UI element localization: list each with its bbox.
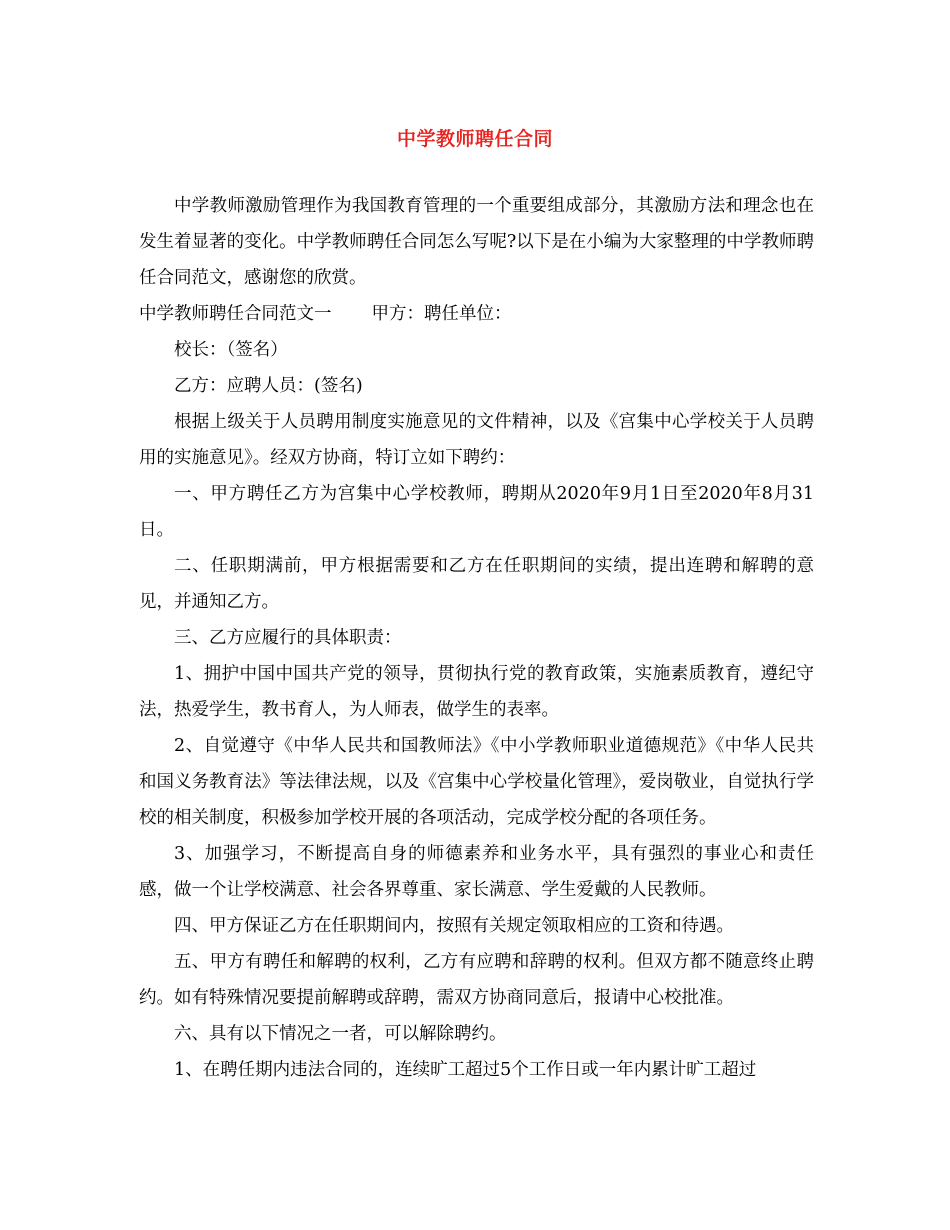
preamble-paragraph: 根据上级关于人员聘用制度实施意见的文件精神，以及《宫集中心学校关于人员聘用的实施意见》。经双方协商，特订立如下聘约： <box>139 412 814 468</box>
principal-signature: 校长：（签名） <box>174 340 288 360</box>
sample-heading: 中学教师聘任合同范文一 <box>139 304 332 324</box>
duty-3: 3、加强学习，不断提高自身的师德素养和业务水平，具有强烈的事业心和责任感，做一个让学校满意、社会各界尊重、家长满意、学生爱戴的人民教师。 <box>139 844 814 900</box>
termination-1: 1、在聘任期内违法合同的，连续旷工超过5个工作日或一年内累计旷工超过 <box>174 1060 757 1080</box>
party-b: 乙方：应聘人员：(签名) <box>174 376 363 396</box>
intro-paragraph: 中学教师激励管理作为我国教育管理的一个重要组成部分，其激励方法和理念也在发生着显著的变化。中学教师聘任合同怎么写呢?以下是在小编为大家整理的中学教师聘任合同范文，感谢您的欣赏。 <box>139 196 814 288</box>
page-title: 中学教师聘任合同 <box>396 128 553 150</box>
sample-heading-line <box>139 296 814 332</box>
party-a: 甲方：聘任单位： <box>371 304 512 324</box>
clause-1: 一、甲方聘任乙方为宫集中心学校教师，聘期从2020年9月1日至2020年8月31日。 <box>139 484 814 540</box>
clause-2: 二、任职期满前，甲方根据需要和乙方在任职期间的实绩，提出连聘和解聘的意见，并通知乙方。 <box>139 556 814 612</box>
clause-3: 三、乙方应履行的具体职责： <box>174 628 402 648</box>
clause-4: 四、甲方保证乙方在任职期间内，按照有关规定领取相应的工资和待遇。 <box>174 916 734 936</box>
clause-5: 五、甲方有聘任和解聘的权利，乙方有应聘和辞聘的权利。但双方都不随意终止聘约。如有特殊情况要提前解聘或辞聘，需双方协商同意后，报请中心校批准。 <box>139 952 814 1008</box>
clause-6: 六、具有以下情况之一者，可以解除聘约。 <box>174 1024 507 1044</box>
document-body <box>139 188 814 1088</box>
duty-1: 1、拥护中国中国共产党的领导，贯彻执行党的教育政策，实施素质教育，遵纪守法，热爱学生，教书育人，为人师表，做学生的表率。 <box>139 664 814 720</box>
duty-2: 2、自觉遵守《中华人民共和国教师法》《中小学教师职业道德规范》《中华人民共和国义务教育法》等法律法规，以及《宫集中心学校量化管理》，爱岗敬业，自觉执行学校的相关制度，积极参加学校开展的各项活动，完成学校分配的各项任务。 <box>139 736 814 828</box>
